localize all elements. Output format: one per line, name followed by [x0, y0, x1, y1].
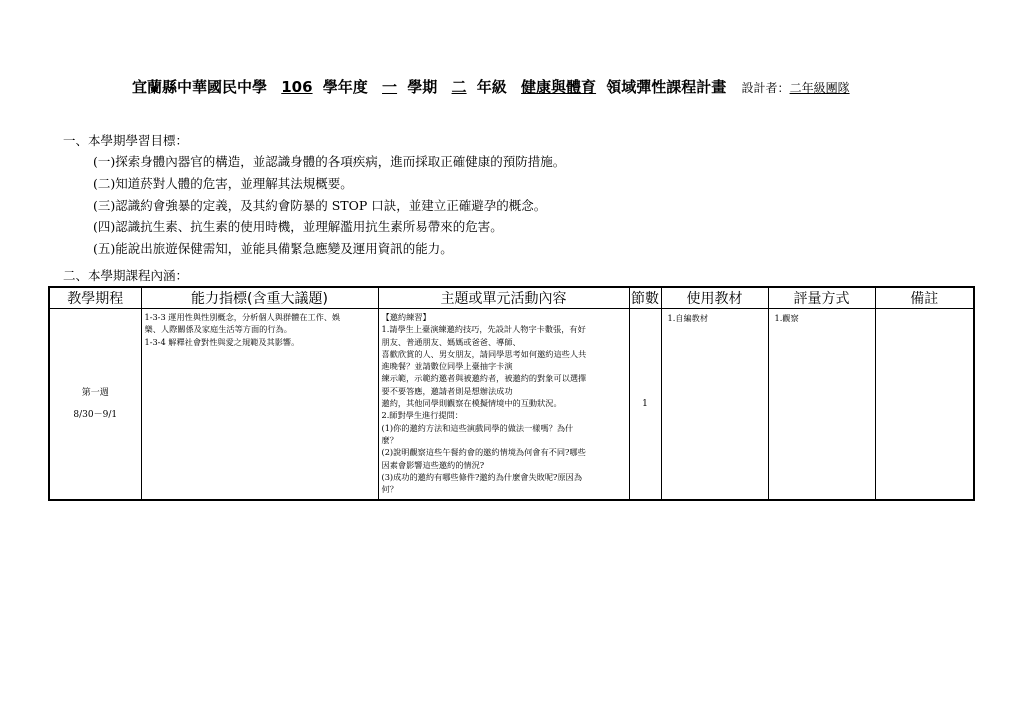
activity-line: 進晚餐？並請數位同學上臺抽字卡演 [381, 361, 513, 372]
activity-line: 【邀約練習】 [381, 312, 431, 322]
semester-number: 一 [382, 78, 398, 96]
designer-label: 設計者： [741, 81, 790, 95]
col-header-activity: 主題或單元活動內容 [378, 287, 629, 309]
week-dates: 8/30－9/1 [73, 410, 118, 420]
activity-line: 麼？ [381, 434, 398, 445]
page-title [132, 76, 932, 97]
col-header-materials: 使用教材 [661, 287, 768, 309]
activity-line: 因素會影響這些邀約的情況? [381, 459, 485, 470]
goal-item: (三)認識約會強暴的定義，及其約會防暴的 STOP 口訣，並建立正確避孕的概念。 [93, 197, 547, 213]
grade-label: 年級 [476, 78, 507, 96]
goal-item: (一)探索身體內器官的構造，並認識身體的各項疾病，進而採取正確健康的預防措施。 [93, 154, 566, 169]
activity-line: 練示範，示範約邀者與被邀約者，被邀約的對象可以選擇 [381, 373, 587, 384]
goal-item: (五)能說出旅遊保健需知，並能具備緊急應變及運用資訊的能力。 [93, 241, 453, 257]
activity-line: (2)說明觀察這些午餐約會的邀約情境為何會有不同?哪些 [381, 447, 586, 458]
col-header-ability: 能力指標(含重大議題) [141, 287, 378, 309]
activity-line: 朋友、普通朋友、媽媽或爸爸、導師、 [381, 336, 521, 347]
designer-value: 二年級團隊 [789, 81, 850, 95]
periods-cell: 1 [629, 309, 661, 501]
ability-cell [141, 309, 378, 501]
activity-line: (3)成功的邀約有哪些條件?邀約為什麼會失敗呢?原因為 [381, 471, 583, 482]
designer [742, 81, 850, 95]
col-header-evaluation: 評量方式 [768, 287, 875, 309]
activity-line: 喜歡欣賞的人、男女朋友，請同學思考如何邀約這些人共 [381, 348, 587, 359]
materials-cell: 1.自編教材 [661, 309, 768, 501]
table-row [49, 309, 974, 501]
activity-line: 何？ [381, 484, 398, 495]
activity-line: 邀約，其他同學則觀察在模擬情境中的互動狀況。 [381, 398, 562, 409]
col-header-notes: 備註 [875, 287, 974, 309]
notes-cell [875, 309, 974, 501]
evaluation-cell: 1.觀察 [768, 309, 875, 501]
semester-label: 學期 [407, 78, 438, 96]
ability-line: 1-3-3 運用性與性別概念，分析個人與群體在工作、娛 [144, 312, 341, 322]
school-year: 106 [281, 78, 313, 96]
week-label: 第一週 [81, 388, 109, 398]
grade-number: 二 [451, 78, 467, 96]
goals-list [93, 151, 565, 260]
school-name: 宜蘭縣中華國民中學 [132, 78, 268, 96]
activity-line: 1.請學生上臺演練邀約技巧，先設計人物字卡數張，有好 [381, 324, 586, 335]
period-cell [49, 309, 141, 501]
ability-line: 樂、人際關係及家庭生活等方面的行為。 [144, 324, 292, 335]
course-plan-table [48, 286, 975, 501]
activity-line: 2.師對學生進行提問： [381, 410, 463, 421]
plan-label: 領域彈性課程計畫 [606, 78, 727, 96]
goal-item: (二)知道菸對人體的危害，並理解其法規概要。 [93, 175, 353, 191]
goal-item: (四)認識抗生素、抗生素的使用時機，並理解濫用抗生素所易帶來的危害。 [93, 219, 503, 235]
table-header-row [49, 287, 974, 309]
section1-heading: 一、本學期學習目標： [63, 133, 189, 148]
activity-cell [378, 309, 629, 501]
school-year-suffix: 學年度 [322, 78, 368, 96]
col-header-period: 教學期程 [49, 287, 141, 309]
domain-name: 健康與體育 [521, 78, 597, 96]
activity-line: (1)你的邀約方法和這些演戲同學的做法一樣嗎？為什 [381, 422, 574, 433]
activity-line: 要不要答應，邀請者則是想辦法成功 [381, 385, 513, 396]
ability-line: 1-3-4 解釋社會對性與愛之規範及其影響。 [144, 336, 300, 347]
col-header-count: 節數 [629, 287, 661, 309]
section2-heading: 二、本學期課程內涵： [63, 268, 189, 283]
